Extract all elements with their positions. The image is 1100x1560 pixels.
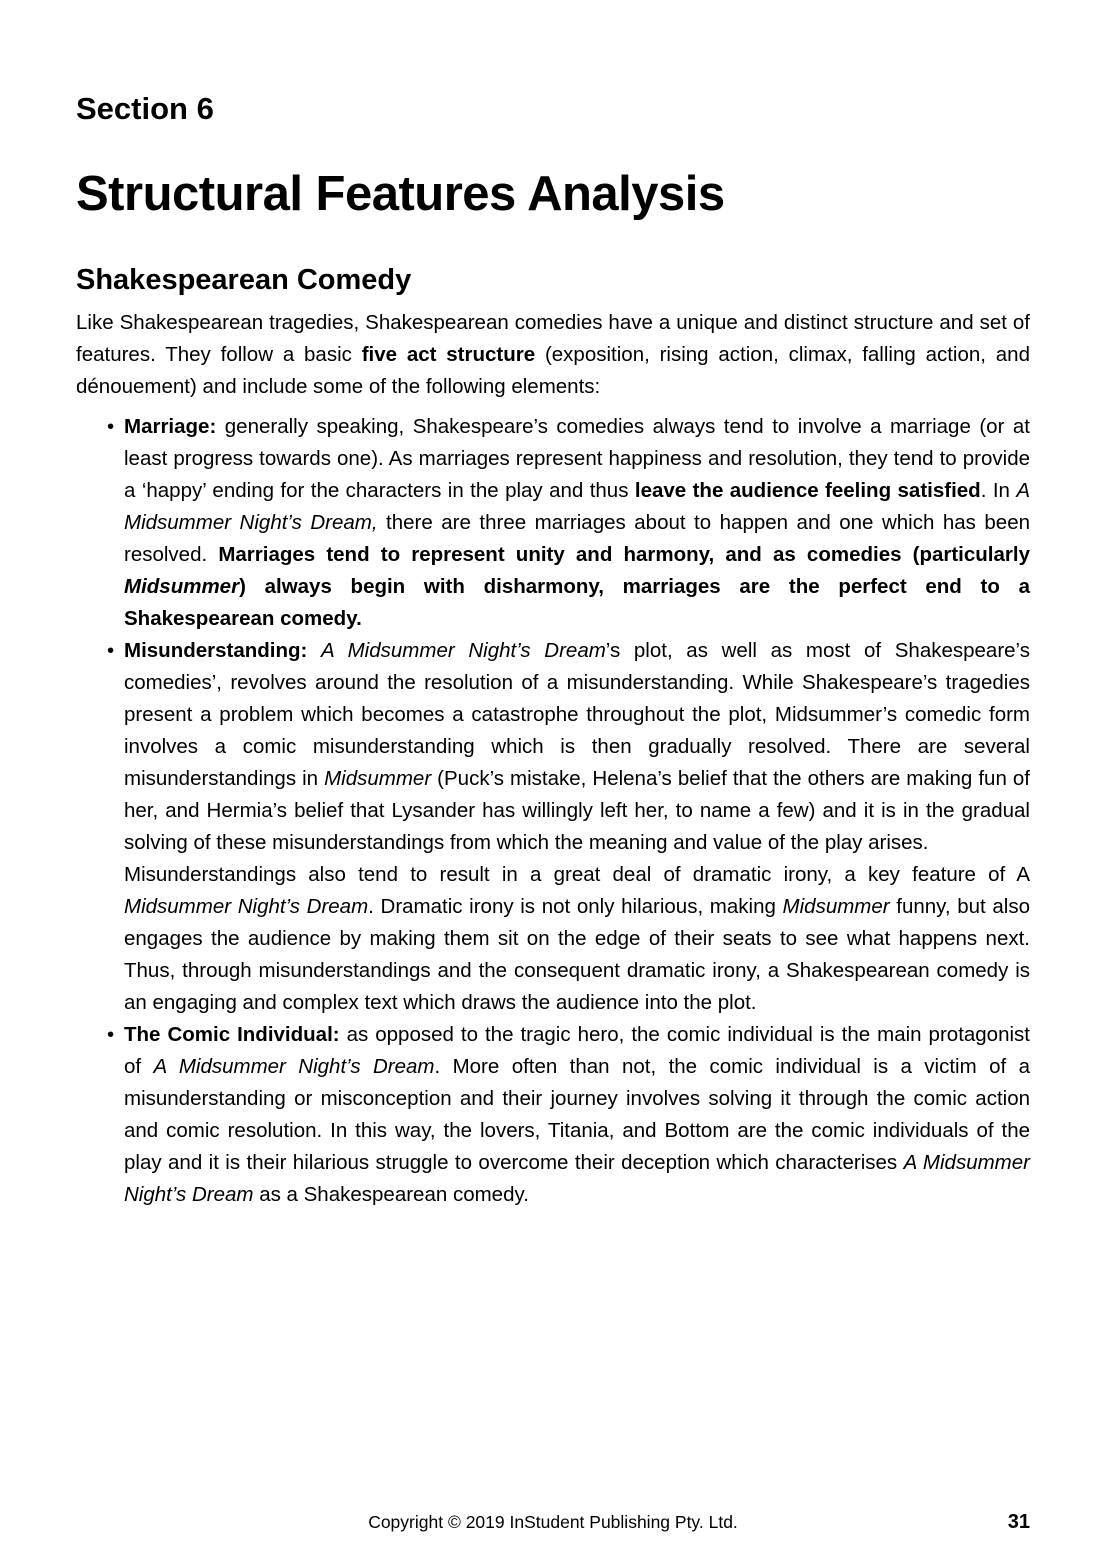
bullet-icon: •	[107, 1023, 115, 1047]
list-item-misunderstanding	[76, 635, 1030, 1019]
bullet-body-misunderstanding	[124, 635, 1030, 1019]
bullet-body-marriage	[124, 411, 1030, 635]
page-title: Structural Features Analysis	[76, 167, 725, 222]
intro-paragraph: Like Shakespearean tragedies, Shakespearean comedies have a unique and distinct structure and set of features. They follow a basic five act structure (exposition, rising action, climax, falling action, and dénouement) and include some of the following elements:	[76, 311, 1030, 399]
bullet-paragraph: Misunderstanding: A Midsummer Night’s Dream’s plot, as well as most of Shakespeare’s comedies’, revolves around the resolution of a misunderstanding. While Shakespeare’s tragedies present a problem which becomes a catastrophe throughout the plot, Midsummer’s comedic form involves a comic misunderstanding which is then gradually resolved. There are several misunderstandings in Midsummer (Puck’s mistake, Helena’s belief that the others are making fun of her, and Hermia’s belief that Lysander has willingly left her, to name a few) and it is in the gradual solving of these misunderstandings from which the meaning and value of the play arises.	[124, 639, 1030, 855]
bullet-list	[76, 411, 1030, 1211]
bullet-paragraph: Misunderstandings also tend to result in a great deal of dramatic irony, a key feature of A Midsummer Night’s Dream. Dramatic irony is not only hilarious, making Midsummer funny, but also engages the audience by making them sit on the edge of their seats to see what happens next. Thus, through misunderstandings and the consequent dramatic irony, a Shakespearean comedy is an engaging and complex text which draws the audience into the plot.	[124, 863, 1030, 1015]
bullet-icon: •	[107, 639, 115, 663]
bullet-paragraph: The Comic Individual: as opposed to the tragic hero, the comic individual is the main protagonist of A Midsummer Night’s Dream. More often than not, the comic individual is a victim of a misunderstanding or misconception and their journey involves solving it through the comic action and comic resolution. In this way, the lovers, Titania, and Bottom are the comic individuals of the play and it is their hilarious struggle to overcome their deception which characterises A Midsummer Night’s Dream as a Shakespearean comedy.	[124, 1023, 1030, 1207]
section-label: Section 6	[76, 91, 214, 126]
list-item-comic-individual	[76, 1019, 1030, 1211]
bullet-icon: •	[107, 415, 115, 439]
page-footer	[76, 1510, 1030, 1534]
bullet-paragraph: Marriage: generally speaking, Shakespeare’s comedies always tend to involve a marriage (or at least progress towards one). As marriages represent happiness and resolution, they tend to provide a ‘happy’ ending for the characters in the play and thus leave the audience feeling satisfied. In A Midsummer Night’s Dream, there are three marriages about to happen and one which has been resolved. Marriages tend to represent unity and harmony, and as comedies (particularly Midsummer) always begin with disharmony, marriages are the perfect end to a Shakespearean comedy.	[124, 415, 1031, 631]
bullet-body-comic-individual	[124, 1019, 1030, 1211]
copyright-text: Copyright © 2019 InStudent Publishing Pty. Ltd.	[368, 1512, 738, 1532]
page-number: 31	[1007, 1511, 1030, 1533]
list-item-marriage	[76, 411, 1030, 635]
subheading: Shakespearean Comedy	[76, 263, 412, 296]
